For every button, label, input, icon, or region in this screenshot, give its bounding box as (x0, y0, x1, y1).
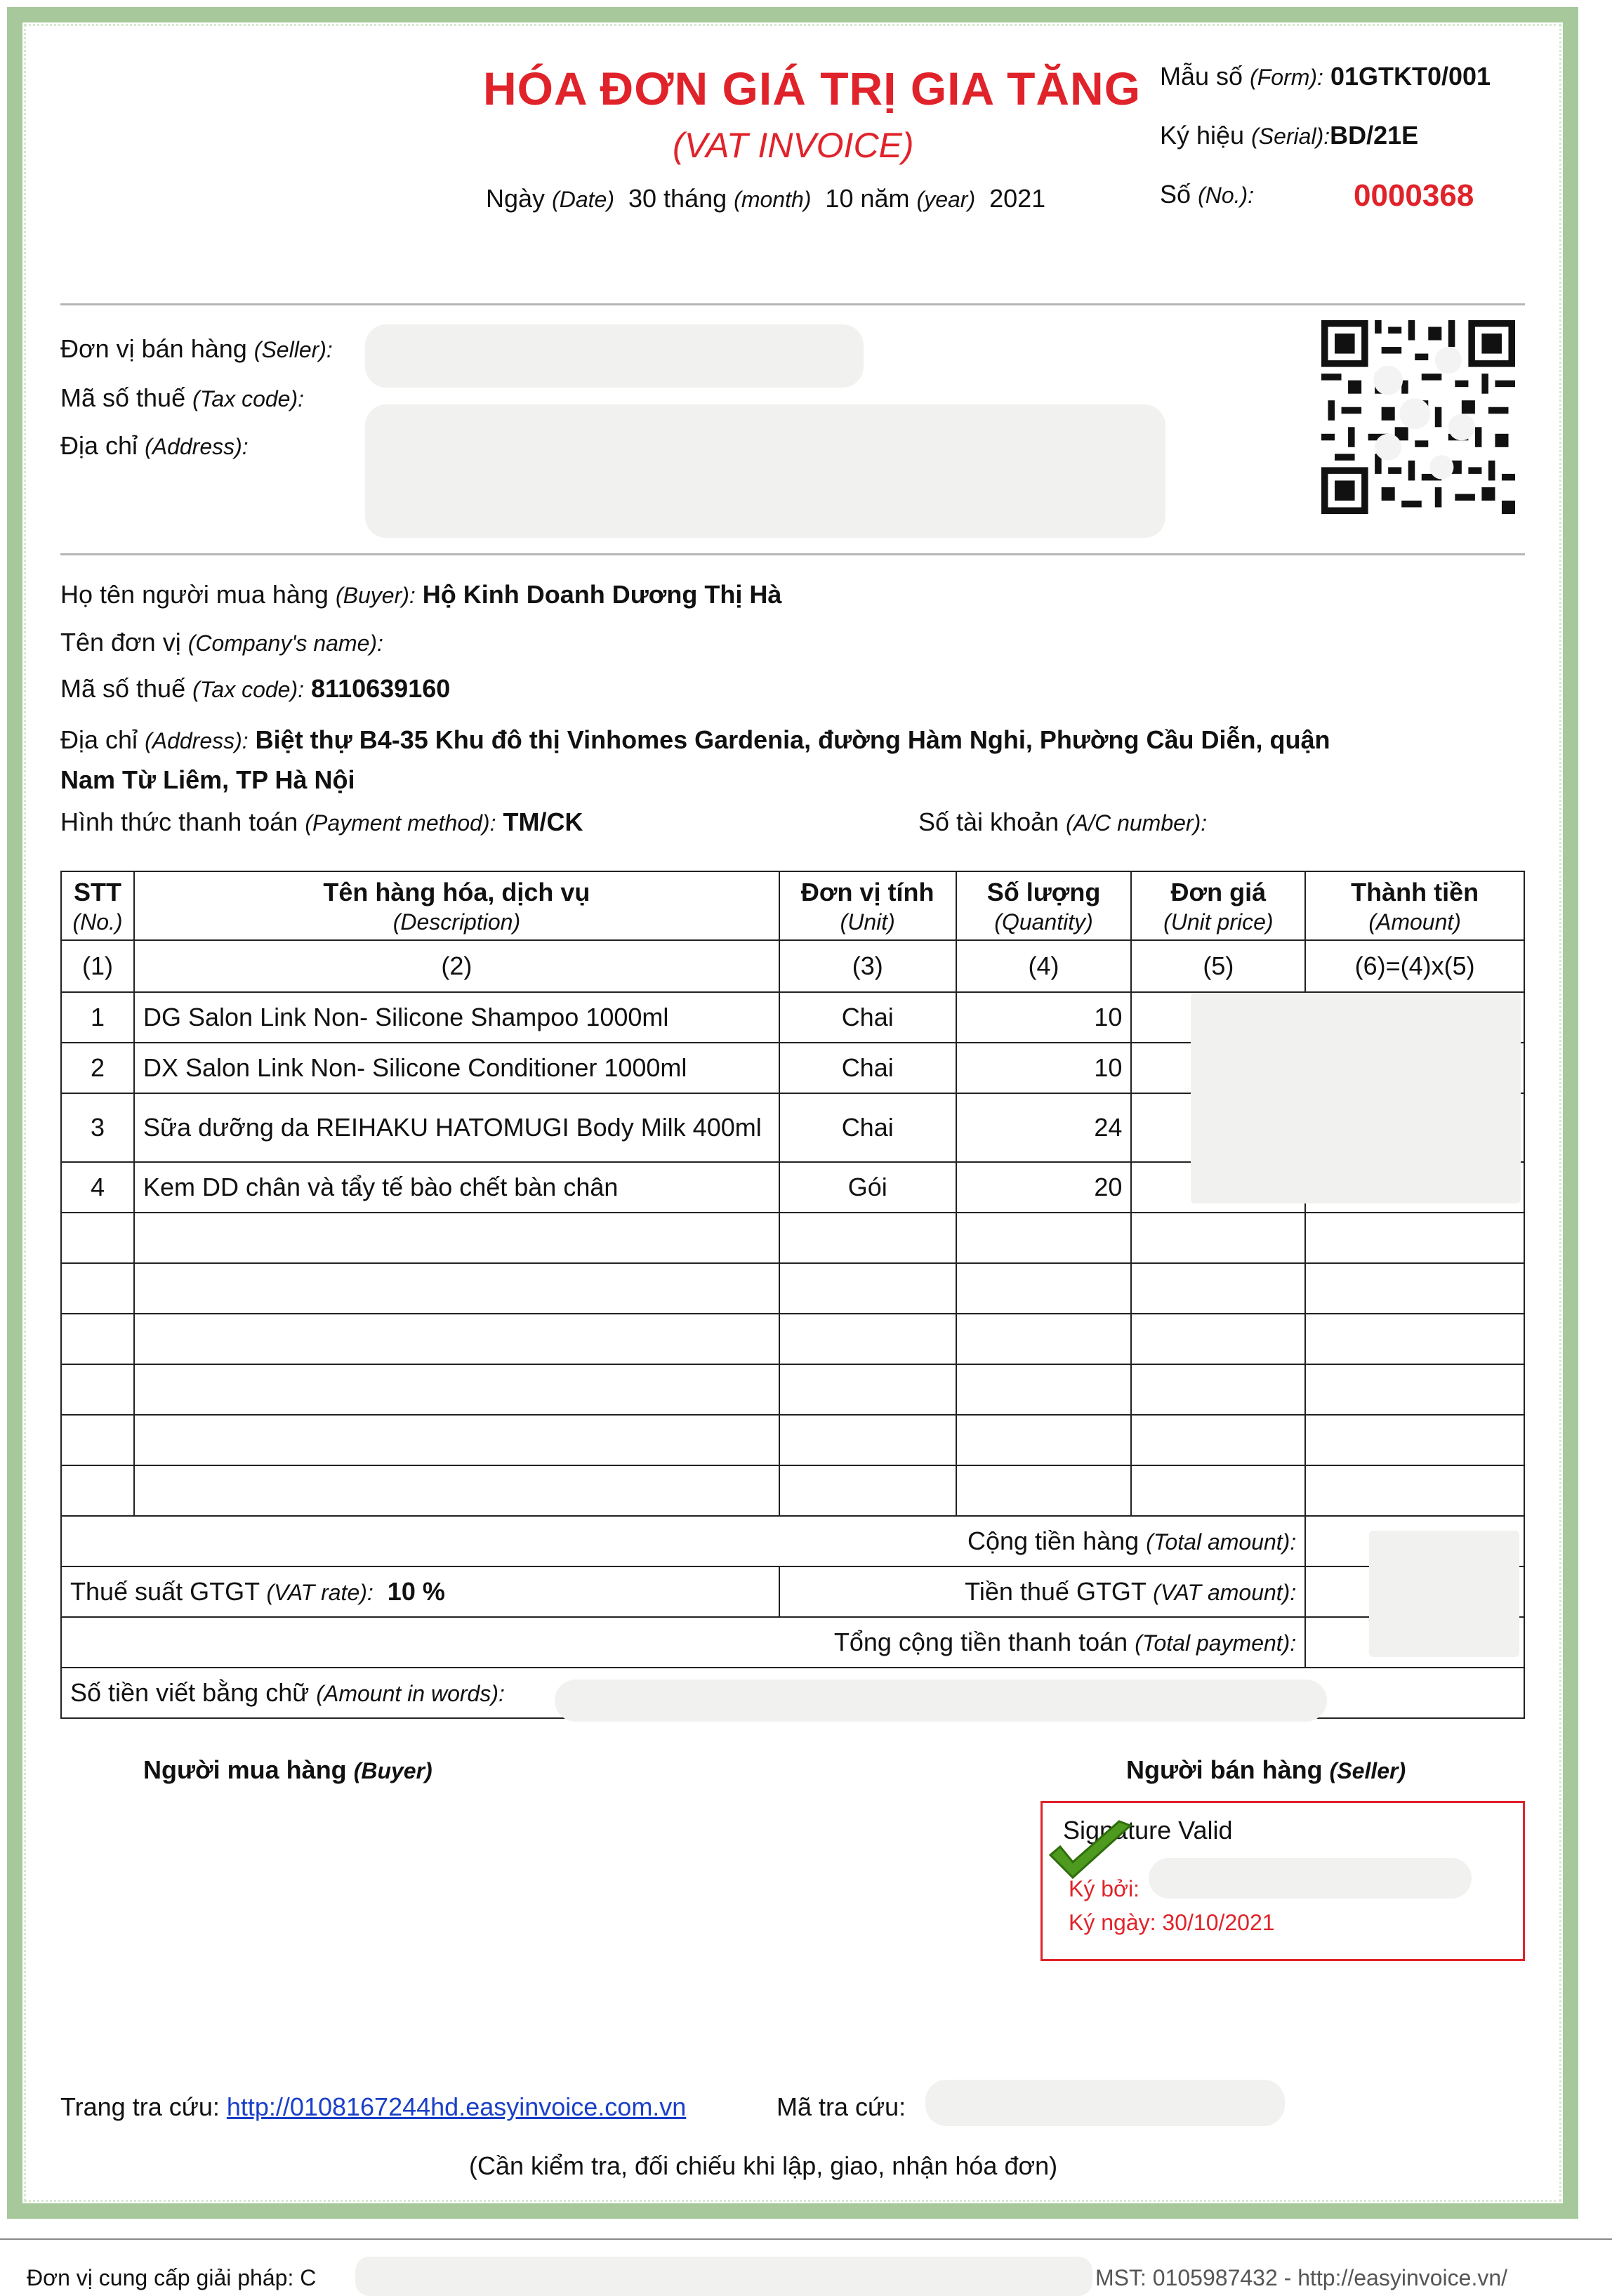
row-description: DX Salon Link Non- Silicone Conditioner 1000ml (134, 1043, 779, 1093)
price-redacted (1191, 993, 1521, 1203)
row-unit: Chai (779, 1093, 956, 1162)
row-no: 4 (61, 1162, 134, 1213)
empty-row (61, 1415, 1524, 1465)
row-description: DG Salon Link Non- Silicone Shampoo 1000ml (134, 992, 779, 1043)
seller-signature-label: Người bán hàng (Seller) (1126, 1755, 1406, 1784)
divider (60, 553, 1525, 555)
serial-number: Ký hiệu (Serial):BD/21E (1160, 121, 1419, 150)
empty-row (61, 1465, 1524, 1516)
account-number: Số tài khoản (A/C number): (918, 807, 1208, 836)
row-unit: Gói (779, 1162, 956, 1213)
col-number: (2) (134, 940, 779, 992)
invoice-subtitle: (VAT INVOICE) (673, 126, 914, 165)
vat-amount-label: Tiền thuế GTGT (VAT amount): (779, 1566, 1305, 1617)
empty-row (61, 1213, 1524, 1263)
buyer-address: Địa chỉ (Address): Biệt thự B4-35 Khu đô thị Vinhomes Gardenia, đường Hàm Nghi, Phường Cầu Diễn, quận Nam Từ Liêm, TP Hà Nội (60, 725, 1330, 794)
col-header-unit: Đơn vị tính (Unit) (779, 871, 956, 940)
seller-redacted (365, 404, 1165, 538)
vat-row (61, 1566, 1524, 1617)
buyer-company: Tên đơn vị (Company's name): (60, 628, 383, 657)
provider-redacted (355, 2257, 1092, 2296)
empty-row (61, 1314, 1524, 1364)
col-number: (5) (1131, 940, 1305, 992)
invoice-no-label: Số (No.): (1160, 180, 1255, 209)
lookup-note: (Cần kiểm tra, đối chiếu khi lập, giao, nhận hóa đơn) (469, 2151, 1058, 2180)
grand-total-label: Tổng cộng tiền thanh toán (Total payment): (61, 1617, 1305, 1668)
invoice-date: Ngày (Date) 30 tháng (month) 10 năm (year) 2021 (486, 184, 1046, 213)
col-number: (6)=(4)x(5) (1305, 940, 1524, 992)
lookup-code-label: Mã tra cứu: (777, 2092, 906, 2121)
lookup-site: Trang tra cứu: http://0108167244hd.easyinvoice.com.vn (60, 2092, 687, 2121)
provider-right: MST: 0105987432 - http://easyinvoice.vn/ (1095, 2265, 1508, 2290)
buyer-tax-code: Mã số thuế (Tax code): 8110639160 (60, 674, 451, 703)
col-header-unit-price: Đơn giá (Unit price) (1131, 871, 1305, 940)
row-no: 1 (61, 992, 134, 1043)
col-header-quantity: Số lượng (Quantity) (956, 871, 1132, 940)
row-description: Sữa dưỡng da REIHAKU HATOMUGI Body Milk 400ml (134, 1093, 779, 1162)
col-header-description: Tên hàng hóa, dịch vụ (Description) (134, 871, 779, 940)
empty-row (61, 1364, 1524, 1415)
row-no: 2 (61, 1043, 134, 1093)
seller-redacted (365, 324, 864, 388)
col-header-no: STT (No.) (61, 871, 134, 940)
grand-total-row (61, 1617, 1524, 1668)
col-header-amount: Thành tiền (Amount) (1305, 871, 1524, 940)
row-quantity: 10 (956, 1043, 1132, 1093)
table-header-row (61, 871, 1524, 940)
seller-tax-label: Mã số thuế (Tax code): (60, 383, 305, 412)
signer-redacted (1149, 1858, 1472, 1899)
row-no: 3 (61, 1093, 134, 1162)
column-number-row (61, 940, 1524, 992)
qr-code-icon (1321, 320, 1515, 514)
words-redacted (555, 1680, 1327, 1722)
row-unit: Chai (779, 1043, 956, 1093)
buyer-signature-label: Người mua hàng (Buyer) (143, 1755, 432, 1784)
empty-row (61, 1263, 1524, 1314)
footer-divider (0, 2238, 1612, 2240)
total-redacted (1369, 1531, 1519, 1657)
signed-date: Ký ngày: 30/10/2021 (1069, 1910, 1275, 1935)
col-number: (4) (956, 940, 1132, 992)
vat-rate: Thuế suất GTGT (VAT rate): 10 % (61, 1566, 779, 1617)
lookup-code-redacted (925, 2080, 1285, 2126)
payment-method: Hình thức thanh toán (Payment method): TM/CK (60, 807, 583, 836)
form-number: Mẫu số (Form): 01GTKT0/001 (1160, 62, 1491, 91)
amount-in-words: Số tiền viết bằng chữ (Amount in words): (61, 1668, 1524, 1718)
total-label: Cộng tiền hàng (Total amount): (61, 1516, 1305, 1566)
row-quantity: 10 (956, 992, 1132, 1043)
row-description: Kem DD chân và tẩy tế bào chết bàn chân (134, 1162, 779, 1213)
total-row (61, 1516, 1524, 1566)
col-number: (1) (61, 940, 134, 992)
row-unit: Chai (779, 992, 956, 1043)
signature-valid-text: Signature Valid (1063, 1816, 1233, 1845)
invoice-title: HÓA ĐƠN GIÁ TRỊ GIA TĂNG (483, 62, 1142, 114)
seller-address-label: Địa chỉ (Address): (60, 431, 249, 460)
buyer-name: Họ tên người mua hàng (Buyer): Hộ Kinh Doanh Dương Thị Hà (60, 580, 782, 609)
seller-name-label: Đơn vị bán hàng (Seller): (60, 334, 333, 363)
row-quantity: 20 (956, 1162, 1132, 1213)
divider (60, 303, 1525, 305)
signed-by: Ký bởi: (1069, 1876, 1140, 1901)
provider-label: Đơn vị cung cấp giải pháp: C (27, 2265, 317, 2290)
col-number: (3) (779, 940, 956, 992)
invoice-no-value: 0000368 (1354, 178, 1474, 213)
row-quantity: 24 (956, 1093, 1132, 1162)
lookup-link[interactable]: http://0108167244hd.easyinvoice.com.vn (226, 2092, 687, 2121)
